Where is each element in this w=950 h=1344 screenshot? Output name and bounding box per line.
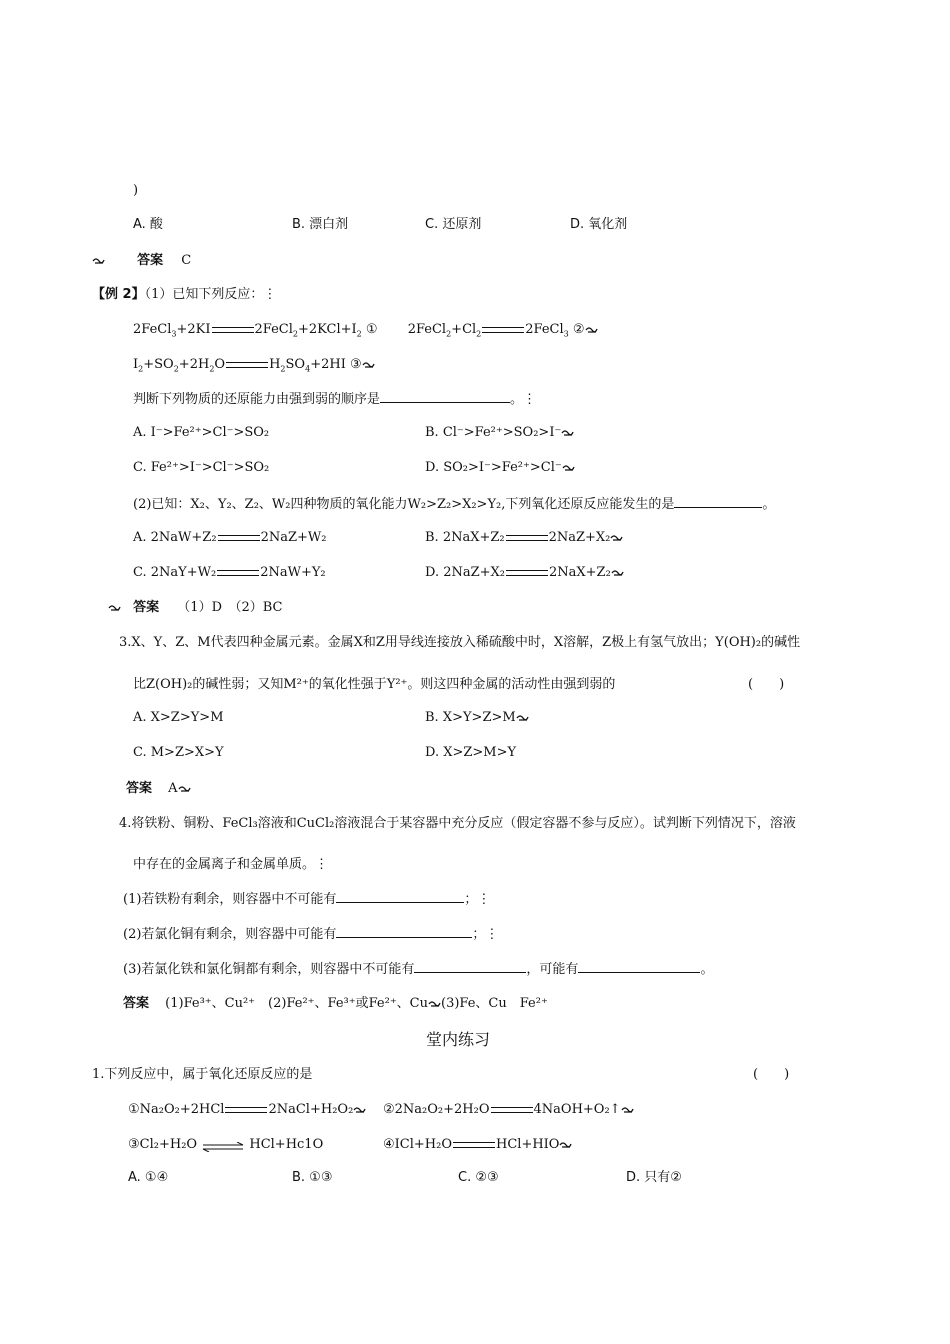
answer-value-2: (3)Fe、Cu Fe²⁺ xyxy=(441,996,548,1011)
answer-value: A xyxy=(168,781,178,796)
eq4-left: ④ICl+H₂O xyxy=(383,1137,452,1152)
reaction-row-1: 2FeCl$_3$+2KI $2FeCl_2+2KCl+I_2$ ① $2FeCl_2+Cl_2$ 2FeCl$_3$ ② xyxy=(133,321,598,344)
anchor-mark-icon xyxy=(178,784,191,793)
eq3-right-2: SO xyxy=(285,357,306,372)
answer-blank[interactable] xyxy=(336,925,472,938)
anchor-mark-icon xyxy=(561,428,574,437)
anchor-mark-icon xyxy=(610,533,623,542)
q4-sub-1 xyxy=(123,890,490,909)
eq1-right-2: +2KCl+I xyxy=(297,322,357,337)
eq3-mid-3: O xyxy=(214,357,226,372)
part2-option-d xyxy=(425,564,624,582)
ex2-option-d-text: D. SO₂>I⁻>Fe²⁺>Cl⁻ xyxy=(425,460,562,475)
q4-sub-2-end: ；⋮ xyxy=(472,927,499,942)
answer-blank[interactable] xyxy=(578,960,700,973)
anchor-mark-icon xyxy=(428,999,441,1008)
double-line xyxy=(506,570,548,576)
double-line xyxy=(453,1142,495,1148)
judge-text: 判断下列物质的还原能力由强到弱的顺序是 xyxy=(133,392,381,407)
section-title: 堂内练习 xyxy=(426,1030,491,1049)
anchor-mark-icon xyxy=(621,1105,634,1114)
answer-value: C xyxy=(181,253,192,268)
eq2-left: 2FeCl xyxy=(407,322,447,337)
answer-blank[interactable] xyxy=(414,960,526,973)
q4-sub-2 xyxy=(123,925,498,944)
answer-blank[interactable] xyxy=(674,495,762,508)
reversible-arrow-icon xyxy=(201,1140,245,1150)
eq3-mid-2: +2H xyxy=(178,357,210,372)
q4-sub-3 xyxy=(123,960,713,979)
anchor-mark-icon xyxy=(362,360,375,369)
option-d: D. 氧化剂 xyxy=(570,217,628,232)
q4-line-2: 中存在的金属离子和金属单质。⋮ xyxy=(133,857,329,872)
anchor-mark-icon xyxy=(562,463,575,472)
practice-option-b: B. ①③ xyxy=(292,1170,333,1185)
part2-text: (2)已知：X₂、Y₂、Z₂、W₂四种物质的氧化能力W₂>Z₂>X₂>Y₂,下列氧化还原反应能发生的是 xyxy=(133,497,675,512)
part2-option-c xyxy=(133,564,326,582)
anchor-mark-icon xyxy=(611,568,624,577)
double-line xyxy=(506,535,548,541)
opt2-b-right: 2NaZ+X₂ xyxy=(548,530,611,545)
double-line xyxy=(482,327,524,333)
eq3-left: ③Cl₂+H₂O xyxy=(128,1137,198,1152)
double-line xyxy=(226,362,268,368)
eq4-right: HCl+HIO xyxy=(496,1137,560,1152)
part2-option-b xyxy=(425,529,623,547)
anchor-mark-icon xyxy=(585,325,598,334)
double-line xyxy=(218,535,260,541)
q4-sub-2-text: (2)若氯化铜有剩余，则容器中可能有 xyxy=(123,927,337,942)
q3-paren: ( ) xyxy=(748,677,785,692)
eq3-number: ③ xyxy=(349,357,362,372)
eq1-number: ① xyxy=(365,322,378,337)
q3-option-a: A. X>Z>Y>M xyxy=(133,710,224,725)
option-a: A. 酸 xyxy=(133,217,163,232)
ex2-option-b xyxy=(425,424,574,442)
eq3-right: H xyxy=(269,357,281,372)
double-line xyxy=(225,1107,267,1113)
reaction-row-2: $I_2+SO_2+2H_2O$ $H_2SO_4+2HI$ ③ xyxy=(133,356,375,379)
part2-question xyxy=(133,495,775,514)
double-line xyxy=(212,327,254,333)
answer-label: 答案 xyxy=(137,253,164,268)
eq2-mid: +Cl xyxy=(451,322,477,337)
practice-option-a: A. ①④ xyxy=(128,1170,169,1185)
option-b: B. 漂白剂 xyxy=(292,217,349,232)
judge-end: 。⋮ xyxy=(510,392,537,407)
practice-eq-2 xyxy=(383,1101,634,1119)
ex2-option-b-text: B. Cl⁻>Fe²⁺>SO₂>I⁻ xyxy=(425,425,562,440)
eq1-left: ①Na₂O₂+2HCl xyxy=(128,1102,225,1117)
opt2-d-left: D. 2NaZ+X₂ xyxy=(425,565,506,580)
example-heading xyxy=(92,286,276,304)
answer-row xyxy=(92,252,191,270)
q3-line-1: 3.X、Y、Z、M代表四种金属元素。金属X和Z用导线连接放入稀硫酸中时，X溶解，Z极上有氢气放出；Y(OH)₂的碱性 xyxy=(119,635,801,650)
q3-option-c: C. M>Z>X>Y xyxy=(133,745,224,760)
q4-sub-3-mid: ，可能有 xyxy=(526,962,579,977)
question-judge xyxy=(133,390,536,409)
part2-option-a xyxy=(133,529,326,547)
q4-answer-row xyxy=(123,995,548,1013)
answer-value: （1）D （2）BC xyxy=(177,600,283,615)
eq2-right: 4NaOH+O₂↑ xyxy=(533,1102,621,1117)
opt2-a-right: 2NaZ+W₂ xyxy=(260,530,327,545)
anchor-mark-icon xyxy=(108,603,121,612)
q4-sub-3-text: (3)若氯化铁和氯化铜都有剩余，则容器中不可能有 xyxy=(123,962,415,977)
anchor-mark-icon xyxy=(516,713,529,722)
ex2-option-d xyxy=(425,459,575,477)
example-intro: （1）已知下列反应：⋮ xyxy=(144,287,277,302)
eq2-left: ②2Na₂O₂+2H₂O xyxy=(383,1102,490,1117)
q3-option-b xyxy=(425,709,529,727)
opt2-b-left: B. 2NaX+Z₂ xyxy=(425,530,505,545)
q3-option-b-text: B. X>Y>Z>M xyxy=(425,710,516,725)
eq3-right-3: +2HI xyxy=(310,357,346,372)
answer-blank[interactable] xyxy=(380,390,510,403)
eq1-right: 2NaCl+H₂O₂ xyxy=(268,1102,354,1117)
eq1-right: 2FeCl xyxy=(254,322,293,337)
opt2-d-right: 2NaX+Z₂ xyxy=(549,565,611,580)
ex2-option-a: A. I⁻>Fe²⁺>Cl⁻>SO₂ xyxy=(133,425,270,440)
practice-1-paren: ( ) xyxy=(753,1067,790,1082)
q4-sub-1-text: (1)若铁粉有剩余，则容器中不可能有 xyxy=(123,892,337,907)
answer-label: 答案 xyxy=(126,781,153,796)
eq3-left: I xyxy=(133,357,139,372)
q4-sub-3-end: 。 xyxy=(700,962,714,977)
eq1-left: 2FeCl xyxy=(133,322,172,337)
closing-paren: ) xyxy=(133,183,139,198)
example-label: 【例 2】 xyxy=(92,287,145,302)
q3-line-2: 比Z(OH)₂的碱性弱；又知M²⁺的氧化性强于Y²⁺。则这四种金属的活动性由强到弱的 xyxy=(133,677,616,692)
opt2-a-left: A. 2NaW+Z₂ xyxy=(133,530,217,545)
practice-eq-4 xyxy=(383,1136,572,1154)
q3-option-d: D. X>Z>M>Y xyxy=(425,745,517,760)
opt2-c-right: 2NaW+Y₂ xyxy=(260,565,326,580)
part2-end: 。 xyxy=(762,497,776,512)
eq3-right: HCl+Hc1O xyxy=(249,1137,324,1152)
eq2-number: ② xyxy=(572,322,585,337)
q4-line-1: 4.将铁粉、铜粉、FeCl₃溶液和CuCl₂溶液混合于某容器中充分反应（假定容器不参与反应）。试判断下列情况下，溶液 xyxy=(119,816,796,831)
practice-eq-3 xyxy=(128,1136,323,1154)
practice-eq-1 xyxy=(128,1101,366,1119)
practice-option-c: C. ②③ xyxy=(458,1170,499,1185)
anchor-mark-icon xyxy=(353,1105,366,1114)
practice-option-d: D. 只有② xyxy=(626,1170,682,1185)
anchor-mark-icon xyxy=(92,256,105,265)
practice-1-stem: 1.下列反应中，属于氧化还原反应的是 xyxy=(92,1067,313,1082)
answer-value-1: (1)Fe³⁺、Cu²⁺ (2)Fe²⁺、Fe³⁺或Fe²⁺、Cu xyxy=(165,996,429,1011)
q4-sub-1-end: ；⋮ xyxy=(464,892,491,907)
double-line xyxy=(491,1107,533,1113)
eq3-mid: +SO xyxy=(143,357,174,372)
answer-label: 答案 xyxy=(133,600,160,615)
answer-blank[interactable] xyxy=(336,890,464,903)
anchor-mark-icon xyxy=(559,1140,572,1149)
ex2-answer-row xyxy=(108,599,283,617)
answer-label: 答案 xyxy=(123,996,150,1011)
double-line xyxy=(217,570,259,576)
q3-answer-row xyxy=(126,780,191,798)
option-c: C. 还原剂 xyxy=(425,217,482,232)
opt2-c-left: C. 2NaY+W₂ xyxy=(133,565,217,580)
ex2-option-c: C. Fe²⁺>I⁻>Cl⁻>SO₂ xyxy=(133,460,270,475)
eq2-right: 2FeCl xyxy=(525,322,564,337)
